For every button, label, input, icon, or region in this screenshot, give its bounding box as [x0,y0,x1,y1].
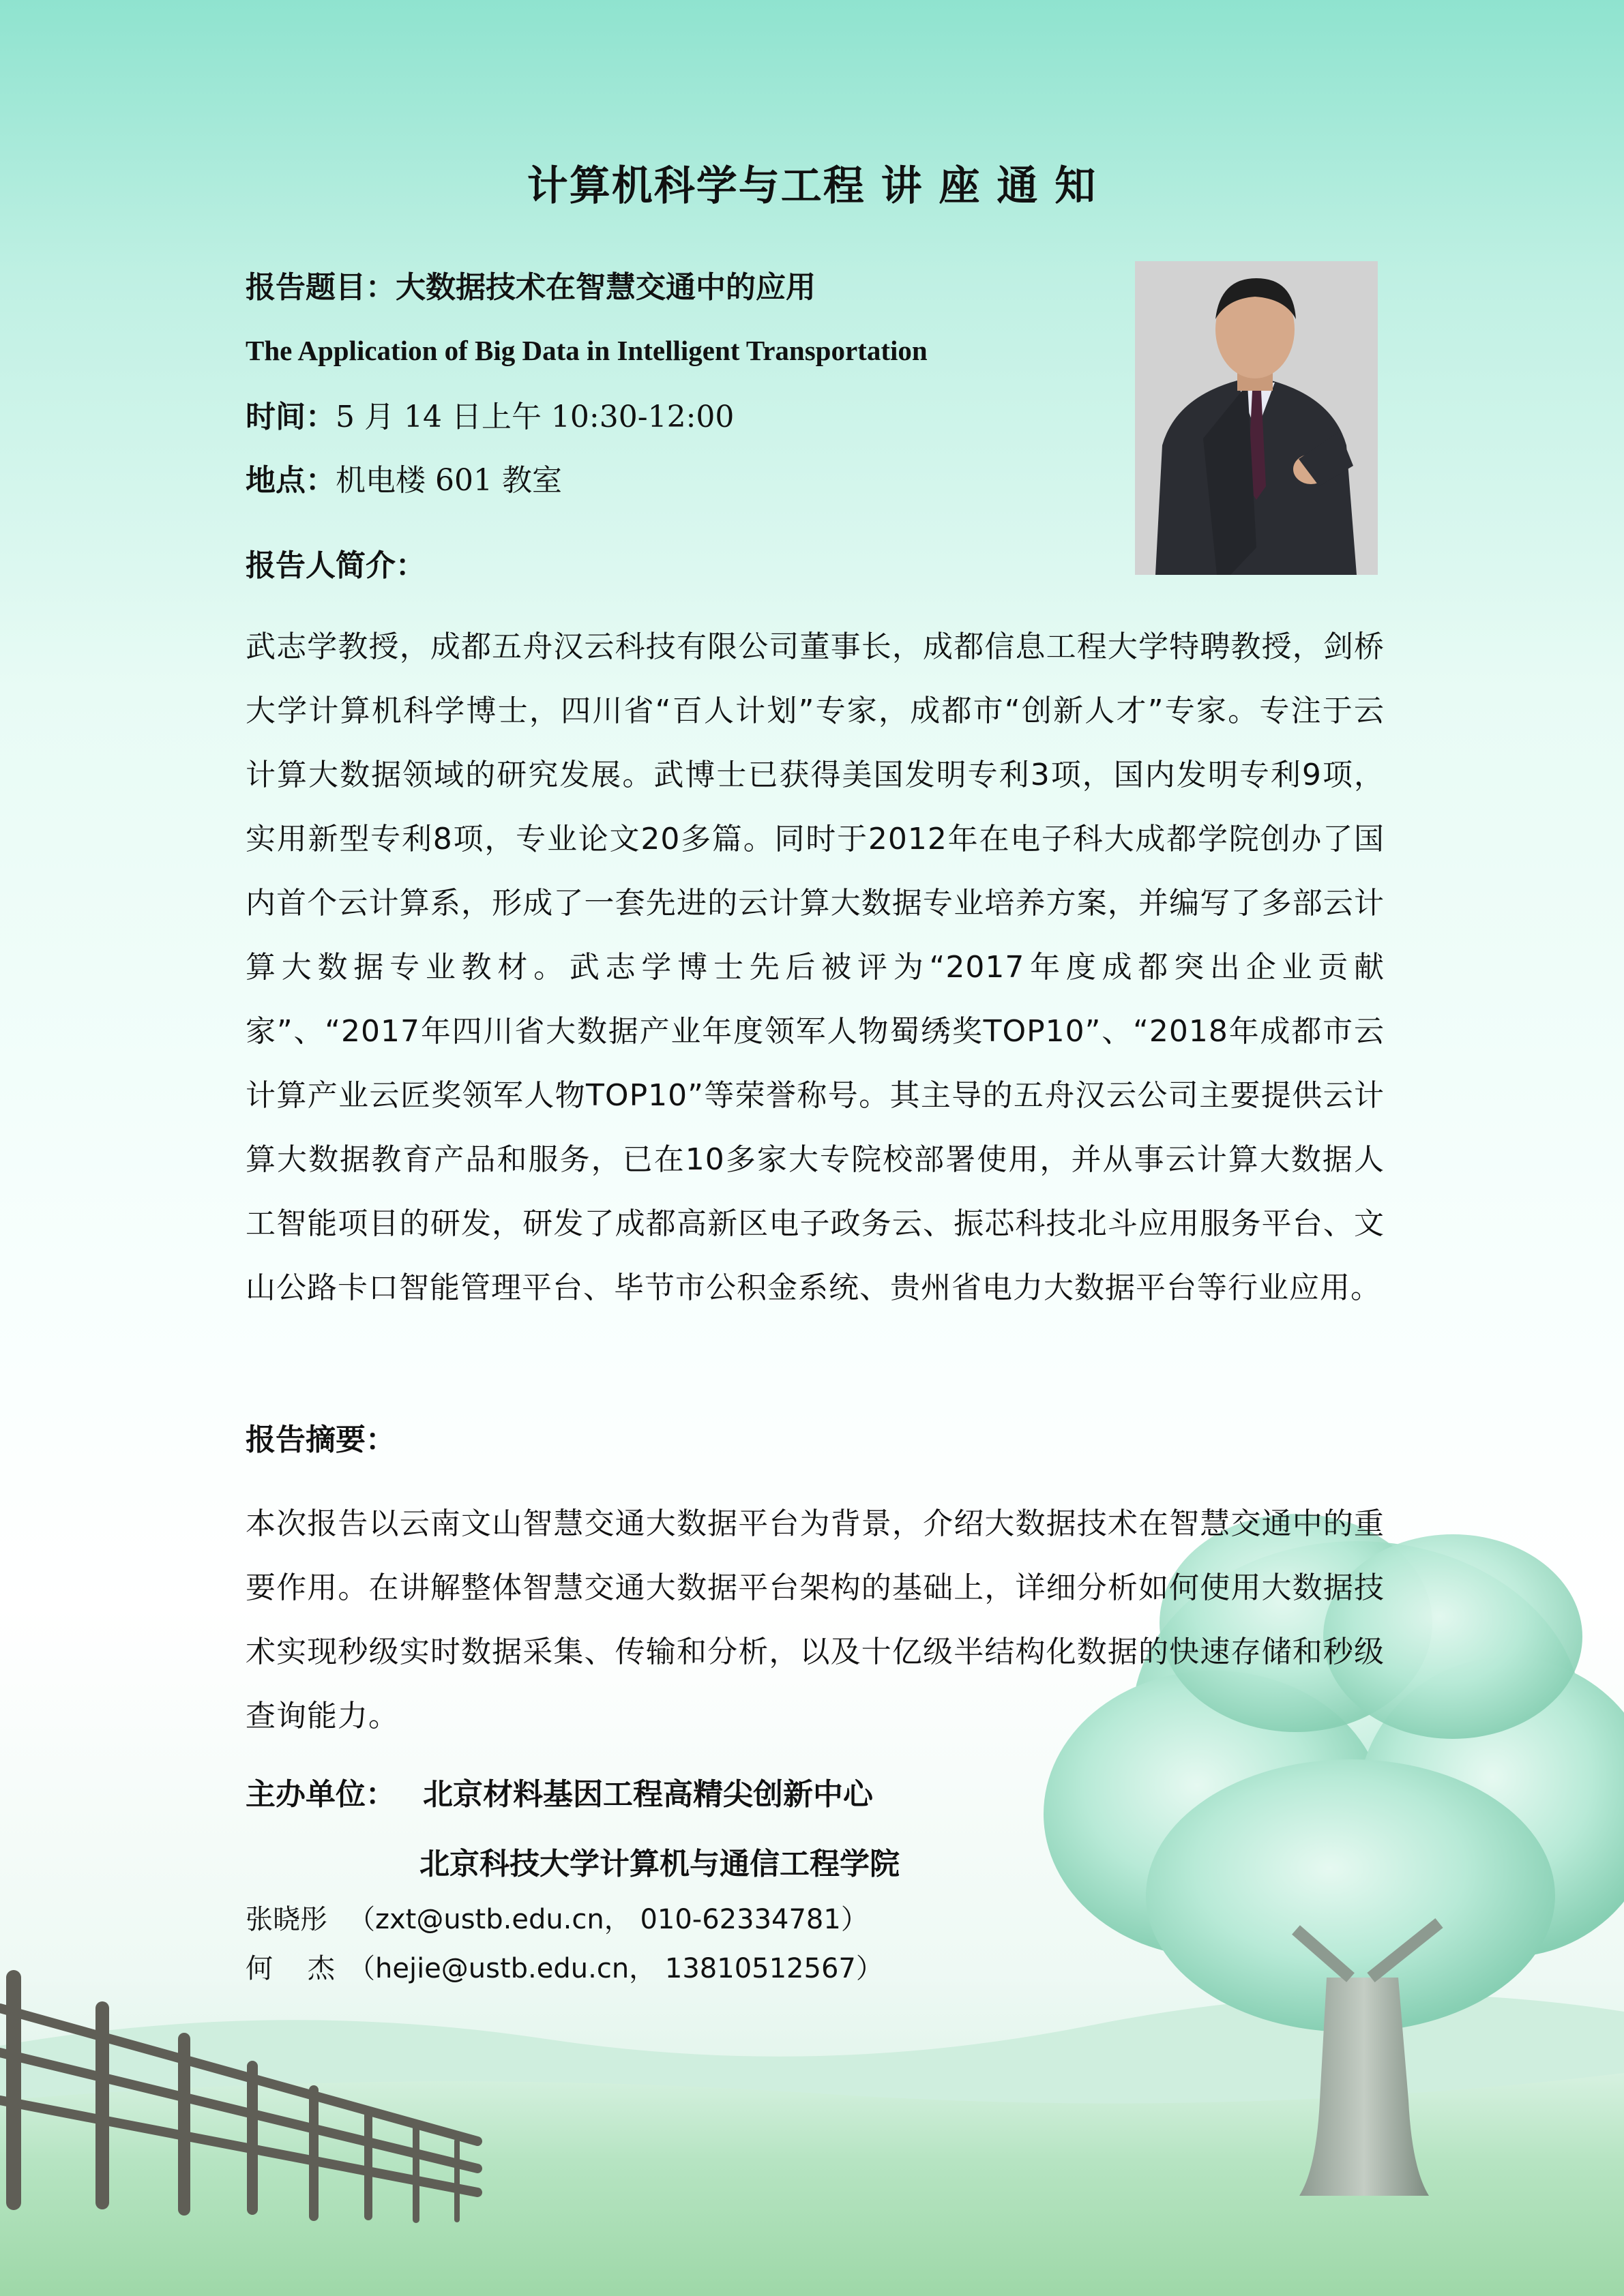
contact-detail: （hejie@ustb.edu.cn， 13810512567） [348,1953,883,1984]
location-line [246,460,562,501]
abstract-section-label: 报告摘要： [246,1422,396,1457]
time-label: 时间： [246,400,336,434]
speaker-bio: 武志学教授，成都五舟汉云科技有限公司董事长，成都信息工程大学特聘教授，剑桥大学计算机科学博士，四川省“百人计划”专家，成都市“创新人才”专家。专注于云计算大数据领域的研究发展。武博士已获得美国发明专利3项，国内发明专利9项，实用新型专利8项，专业论文20多篇。同时于2012年在电子科大成都学院创办了国内首个云计算系，形成了一套先进的云计算大数据专业培养方案，并编写了多部云计算大数据专业教材。武志学博士先后被评为“2017年度成都突出企业贡献家”、“2017年四川省大数据产业年度领军人物蜀绣奖TOP10”、“2018年成都市云计算产业云匠奖领军人物TOP10”等荣誉称号。其主导的五舟汉云公司主要提供云计算大数据教育产品和服务，已在10多家大专院校部署使用，并从事云计算大数据人工智能项目的研发，研发了成都高新区电子政务云、振芯科技北斗应用服务平台、文山公路卡口智能管理平台、毕节市公积金系统、贵州省电力大数据平台等行业应用。 [246,629,1385,1305]
speaker-section-label: 报告人简介： [246,548,426,583]
contact-row [246,1898,868,1937]
contact-detail: （zxt@ustb.edu.cn， 010-62334781） [348,1904,868,1935]
contact-row [246,1947,883,1986]
organizer-line [246,1774,873,1815]
report-title-line [246,267,816,308]
organizer-secondary: 北京科技大学计算机与通信工程学院 [419,1847,900,1881]
page-title: 计算机科学与工程 讲 座 通 知 [527,162,1097,210]
location-label: 地点： [246,463,336,498]
report-title-value: 大数据技术在智慧交通中的应用 [396,270,816,305]
report-title-label: 报告题目： [246,270,396,305]
organizer-label: 主办单位： [246,1777,396,1812]
organizer-primary: 北京材料基因工程高精尖创新中心 [423,1777,873,1812]
contact-name: 何 杰 [246,1953,335,1984]
speaker-photo [1135,261,1378,575]
time-line [246,397,734,438]
location-value: 机电楼 601 教室 [336,463,562,498]
abstract-text: 本次报告以云南文山智慧交通大数据平台为背景，介绍大数据技术在智慧交通中的重要作用。在讲解整体智慧交通大数据平台架构的基础上，详细分析如何使用大数据技术实现秒级实时数据采集、传输和分析，以及十亿级半结构化数据的快速存储和秒级查询能力。 [246,1506,1385,1733]
time-value: 5 月 14 日上午 10:30-12:00 [336,400,735,434]
english-title: The Application of Big Data in Intelligent Transportation [246,335,928,366]
contact-name: 张晓彤 [246,1904,327,1935]
